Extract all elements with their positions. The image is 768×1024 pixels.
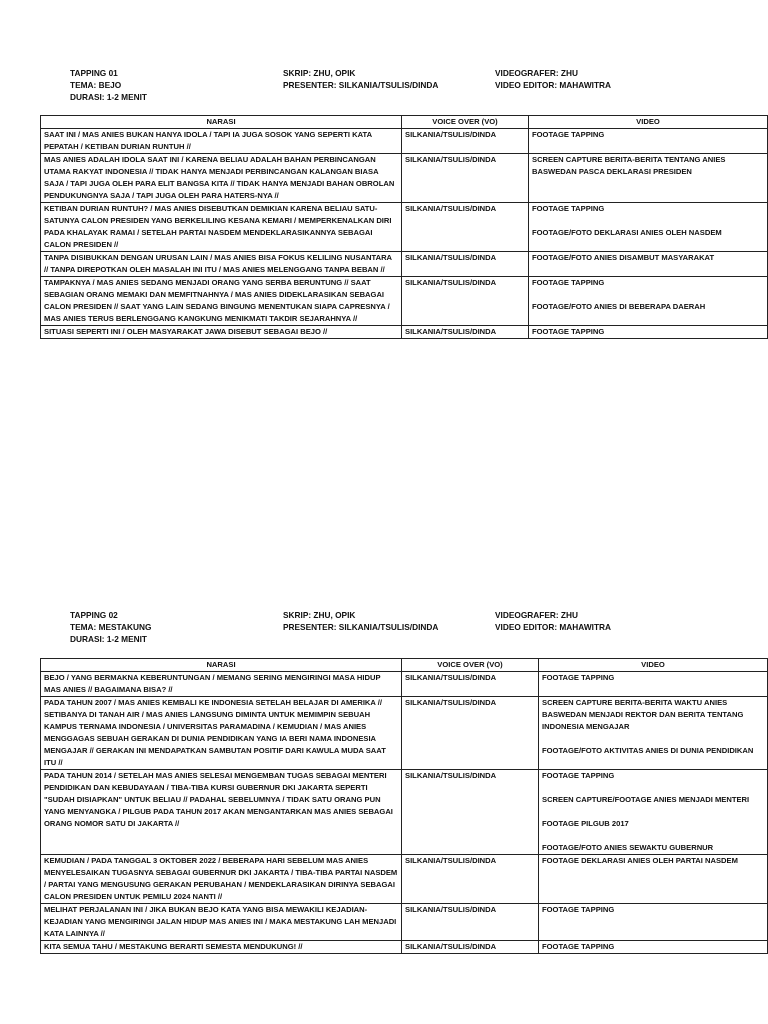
vo-cell: SILKANIA/TSULIS/DINDA <box>402 672 539 697</box>
vo-cell: SILKANIA/TSULIS/DINDA <box>402 277 529 326</box>
table-row <box>41 203 768 252</box>
table-header-row <box>41 116 768 129</box>
tapping2-header-left <box>70 609 151 645</box>
vo-cell: SILKANIA/TSULIS/DINDA <box>402 129 529 154</box>
table-row <box>41 697 768 770</box>
tapping1-tema: TEMA: BEJO <box>70 80 122 90</box>
tapping2-durasi: DURASI: 1-2 MENIT <box>70 634 147 644</box>
tapping2-header-mid <box>283 609 438 633</box>
table-row <box>41 770 768 855</box>
video-cell: FOOTAGE TAPPING <box>529 326 768 339</box>
tapping1-header-mid <box>283 67 438 91</box>
table-row <box>41 904 768 941</box>
vo-cell: SILKANIA/TSULIS/DINDA <box>402 855 539 904</box>
narasi-cell: TANPA DISIBUKKAN DENGAN URUSAN LAIN / MAS ANIES BISA FOKUS KELILING NUSANTARA // TANPA DIREPOTKAN OLEH MASALAH INI ITU / MAS ANIES MELENGGANG TANPA BEBAN // <box>41 252 402 277</box>
video-cell: FOOTAGE TAPPING <box>529 129 768 154</box>
narasi-cell: KETIBAN DURIAN RUNTUH? / MAS ANIES DISEBUTKAN DEMIKIAN KARENA BELIAU SATU-SATUNYA CALON PRESIDEN YANG BERKELILING KESANA KEMARI / MEMPERKENALKAN DIRI PADA KHALAYAK RAMAI / SETELAH PARTAI NASDEM MENDEKLARASIKANNYA SEBAGAI CALON PRESIDEN // <box>41 203 402 252</box>
video-cell: FOOTAGE TAPPING <box>539 941 768 954</box>
vo-cell: SILKANIA/TSULIS/DINDA <box>402 326 529 339</box>
narasi-cell: MELIHAT PERJALANAN INI / JIKA BUKAN BEJO KATA YANG BISA MEWAKILI KEJADIAN-KEJADIAN YANG MENGIRINGI JALAN HIDUP MAS ANIES INI / MAKA MESTAKUNG LAH MENJADI KATA LAINNYA // <box>41 904 402 941</box>
tapping2-table <box>40 658 768 954</box>
column-header-video: VIDEO <box>539 659 768 672</box>
video-cell: SCREEN CAPTURE BERITA-BERITA TENTANG ANIES BASWEDAN PASCA DEKLARASI PRESIDEN <box>529 154 768 203</box>
column-header-vo: VOICE OVER (VO) <box>402 659 539 672</box>
video-cell: FOOTAGE TAPPING FOOTAGE/FOTO ANIES DI BEBERAPA DAERAH <box>529 277 768 326</box>
tapping1-presenter: PRESENTER: SILKANIA/TSULIS/DINDA <box>283 80 439 90</box>
tapping1-header-right <box>495 67 611 91</box>
tapping2-videografer: VIDEOGRAFER: ZHU <box>495 610 578 620</box>
vo-cell: SILKANIA/TSULIS/DINDA <box>402 904 539 941</box>
column-header-video: VIDEO <box>529 116 768 129</box>
tapping2-presenter: PRESENTER: SILKANIA/TSULIS/DINDA <box>283 622 439 632</box>
vo-cell: SILKANIA/TSULIS/DINDA <box>402 941 539 954</box>
video-cell: FOOTAGE TAPPING <box>539 672 768 697</box>
tapping1-table <box>40 115 768 339</box>
tapping2-header-right <box>495 609 611 633</box>
tapping1-durasi: DURASI: 1-2 MENIT <box>70 92 147 102</box>
video-cell: FOOTAGE TAPPING SCREEN CAPTURE/FOOTAGE ANIES MENJADI MENTERI FOOTAGE PILGUB 2017 FOOTAGE/FOTO ANIES SEWAKTU GUBERNUR <box>539 770 768 855</box>
narasi-cell: SITUASI SEPERTI INI / OLEH MASYARAKAT JAWA DISEBUT SEBAGAI BEJO // <box>41 326 402 339</box>
vo-cell: SILKANIA/TSULIS/DINDA <box>402 252 529 277</box>
column-header-narasi: NARASI <box>41 116 402 129</box>
video-cell: SCREEN CAPTURE BERITA-BERITA WAKTU ANIES BASWEDAN MENJADI REKTOR DAN BERITA TENTANG INDONESIA MENGAJAR FOOTAGE/FOTO AKTIVITAS ANIES DI DUNIA PENDIDIKAN <box>539 697 768 770</box>
narasi-cell: SAAT INI / MAS ANIES BUKAN HANYA IDOLA / TAPI IA JUGA SOSOK YANG SEPERTI KATA PEPATAH / KETIBAN DURIAN RUNTUH // <box>41 129 402 154</box>
tapping1-skrip: SKRIP: ZHU, OPIK <box>283 68 356 78</box>
table-row <box>41 672 768 697</box>
tapping2-title: TAPPING 02 <box>70 610 118 620</box>
tapping1-videografer: VIDEOGRAFER: ZHU <box>495 68 578 78</box>
table-row <box>41 252 768 277</box>
tapping2-editor: VIDEO EDITOR: MAHAWITRA <box>495 622 612 632</box>
table-row <box>41 277 768 326</box>
tapping1-header-left <box>70 67 147 103</box>
column-header-narasi: NARASI <box>41 659 402 672</box>
narasi-cell: KEMUDIAN / PADA TANGGAL 3 OKTOBER 2022 / BEBERAPA HARI SEBELUM MAS ANIES MENYELESAIKAN TUGASNYA SEBAGAI GUBERNUR DKI JAKARTA / TIBA-TIBA PARTAI NASDEM / PARTAI YANG MENGUSUNG GERAKAN PERUBAHAN / MENDEKLARASIKAN DIRINYA SEBAGAI CALON PRESIDEN UNTUK PEMILU 2024 NANTI // <box>41 855 402 904</box>
vo-cell: SILKANIA/TSULIS/DINDA <box>402 770 539 855</box>
table-row <box>41 326 768 339</box>
narasi-cell: PADA TAHUN 2014 / SETELAH MAS ANIES SELESAI MENGEMBAN TUGAS SEBAGAI MENTERI PENDIDIKAN DAN KEBUDAYAAN / TIBA-TIBA KURSI GUBERNUR DKI JAKARTA SEPERTI "SUDAH DISIAPKAN" UNTUK BELIAU // PADAHAL SEBELUMNYA / TIDAK SATU ORANG PUN YANG MENYANGKA / PILGUB PADA TAHUN 2017 AKAN MENGANTARKAN MAS ANIES SEBAGAI ORANG NOMOR SATU DI JAKARTA // <box>41 770 402 855</box>
vo-cell: SILKANIA/TSULIS/DINDA <box>402 203 529 252</box>
narasi-cell: MAS ANIES ADALAH IDOLA SAAT INI / KARENA BELIAU ADALAH BAHAN PERBINCANGAN UTAMA RAKYAT INDONESIA // TIDAK HANYA MENJADI PERBINCANGAN KALANGAN BIASA SAJA / TAPI JUGA OLEH PARA ELIT BANGSA KITA // TIDAK HANYA MENJADI BAHAN OBROLAN PENDUKUNGNYA SAJA / TAPI JUGA OLEH PARA HATERS-NYA // <box>41 154 402 203</box>
video-cell: FOOTAGE TAPPING <box>539 904 768 941</box>
vo-cell: SILKANIA/TSULIS/DINDA <box>402 154 529 203</box>
video-cell: FOOTAGE DEKLARASI ANIES OLEH PARTAI NASDEM <box>539 855 768 904</box>
narasi-cell: BEJO / YANG BERMAKNA KEBERUNTUNGAN / MEMANG SERING MENGIRINGI MASA HIDUP MAS ANIES // BAGAIMANA BISA? // <box>41 672 402 697</box>
table-row <box>41 855 768 904</box>
narasi-cell: PADA TAHUN 2007 / MAS ANIES KEMBALI KE INDONESIA SETELAH BELAJAR DI AMERIKA // SETIBANYA DI TANAH AIR / MAS ANIES LANGSUNG DIMINTA UNTUK MEMIMPIN SEBUAH KAMPUS TERNAMA INDONESIA / UNIVERSITAS PARAMADINA / KEMUDIAN / MAS ANIES MENGGAGAS SEBUAH GERAKAN DI DUNIA PENDIDIKAN YANG IA BERI NAMA INDONESIA MENGAJAR // GERAKAN INI MENDAPATKAN SAMBUTAN POSITIF DARI KAWULA MUDA SAAT ITU // <box>41 697 402 770</box>
tapping2-skrip: SKRIP: ZHU, OPIK <box>283 610 356 620</box>
vo-cell: SILKANIA/TSULIS/DINDA <box>402 697 539 770</box>
table-row <box>41 154 768 203</box>
tapping2-tema: TEMA: MESTAKUNG <box>70 622 152 632</box>
table-row <box>41 941 768 954</box>
table-header-row <box>41 659 768 672</box>
narasi-cell: KITA SEMUA TAHU / MESTAKUNG BERARTI SEMESTA MENDUKUNG! // <box>41 941 402 954</box>
tapping1-editor: VIDEO EDITOR: MAHAWITRA <box>495 80 612 90</box>
tapping1-title: TAPPING 01 <box>70 68 118 78</box>
video-cell: FOOTAGE/FOTO ANIES DISAMBUT MASYARAKAT <box>529 252 768 277</box>
column-header-vo: VOICE OVER (VO) <box>402 116 529 129</box>
table-row <box>41 129 768 154</box>
video-cell: FOOTAGE TAPPING FOOTAGE/FOTO DEKLARASI ANIES OLEH NASDEM <box>529 203 768 252</box>
narasi-cell: TAMPAKNYA / MAS ANIES SEDANG MENJADI ORANG YANG SERBA BERUNTUNG // SAAT SEBAGIAN ORANG MEMAKI DAN MEMFITNAHNYA / MAS ANIES DIDEKLARASIKAN SEBAGAI CALON PRESIDEN // SAAT YANG LAIN SEDANG BINGUNG MENENTUKAN SIAPA CAPRESNYA / MAS ANIES TERUS BERLENGGANG KANGKUNG MENIKMATI TAKDIR SEJARAHNYA // <box>41 277 402 326</box>
